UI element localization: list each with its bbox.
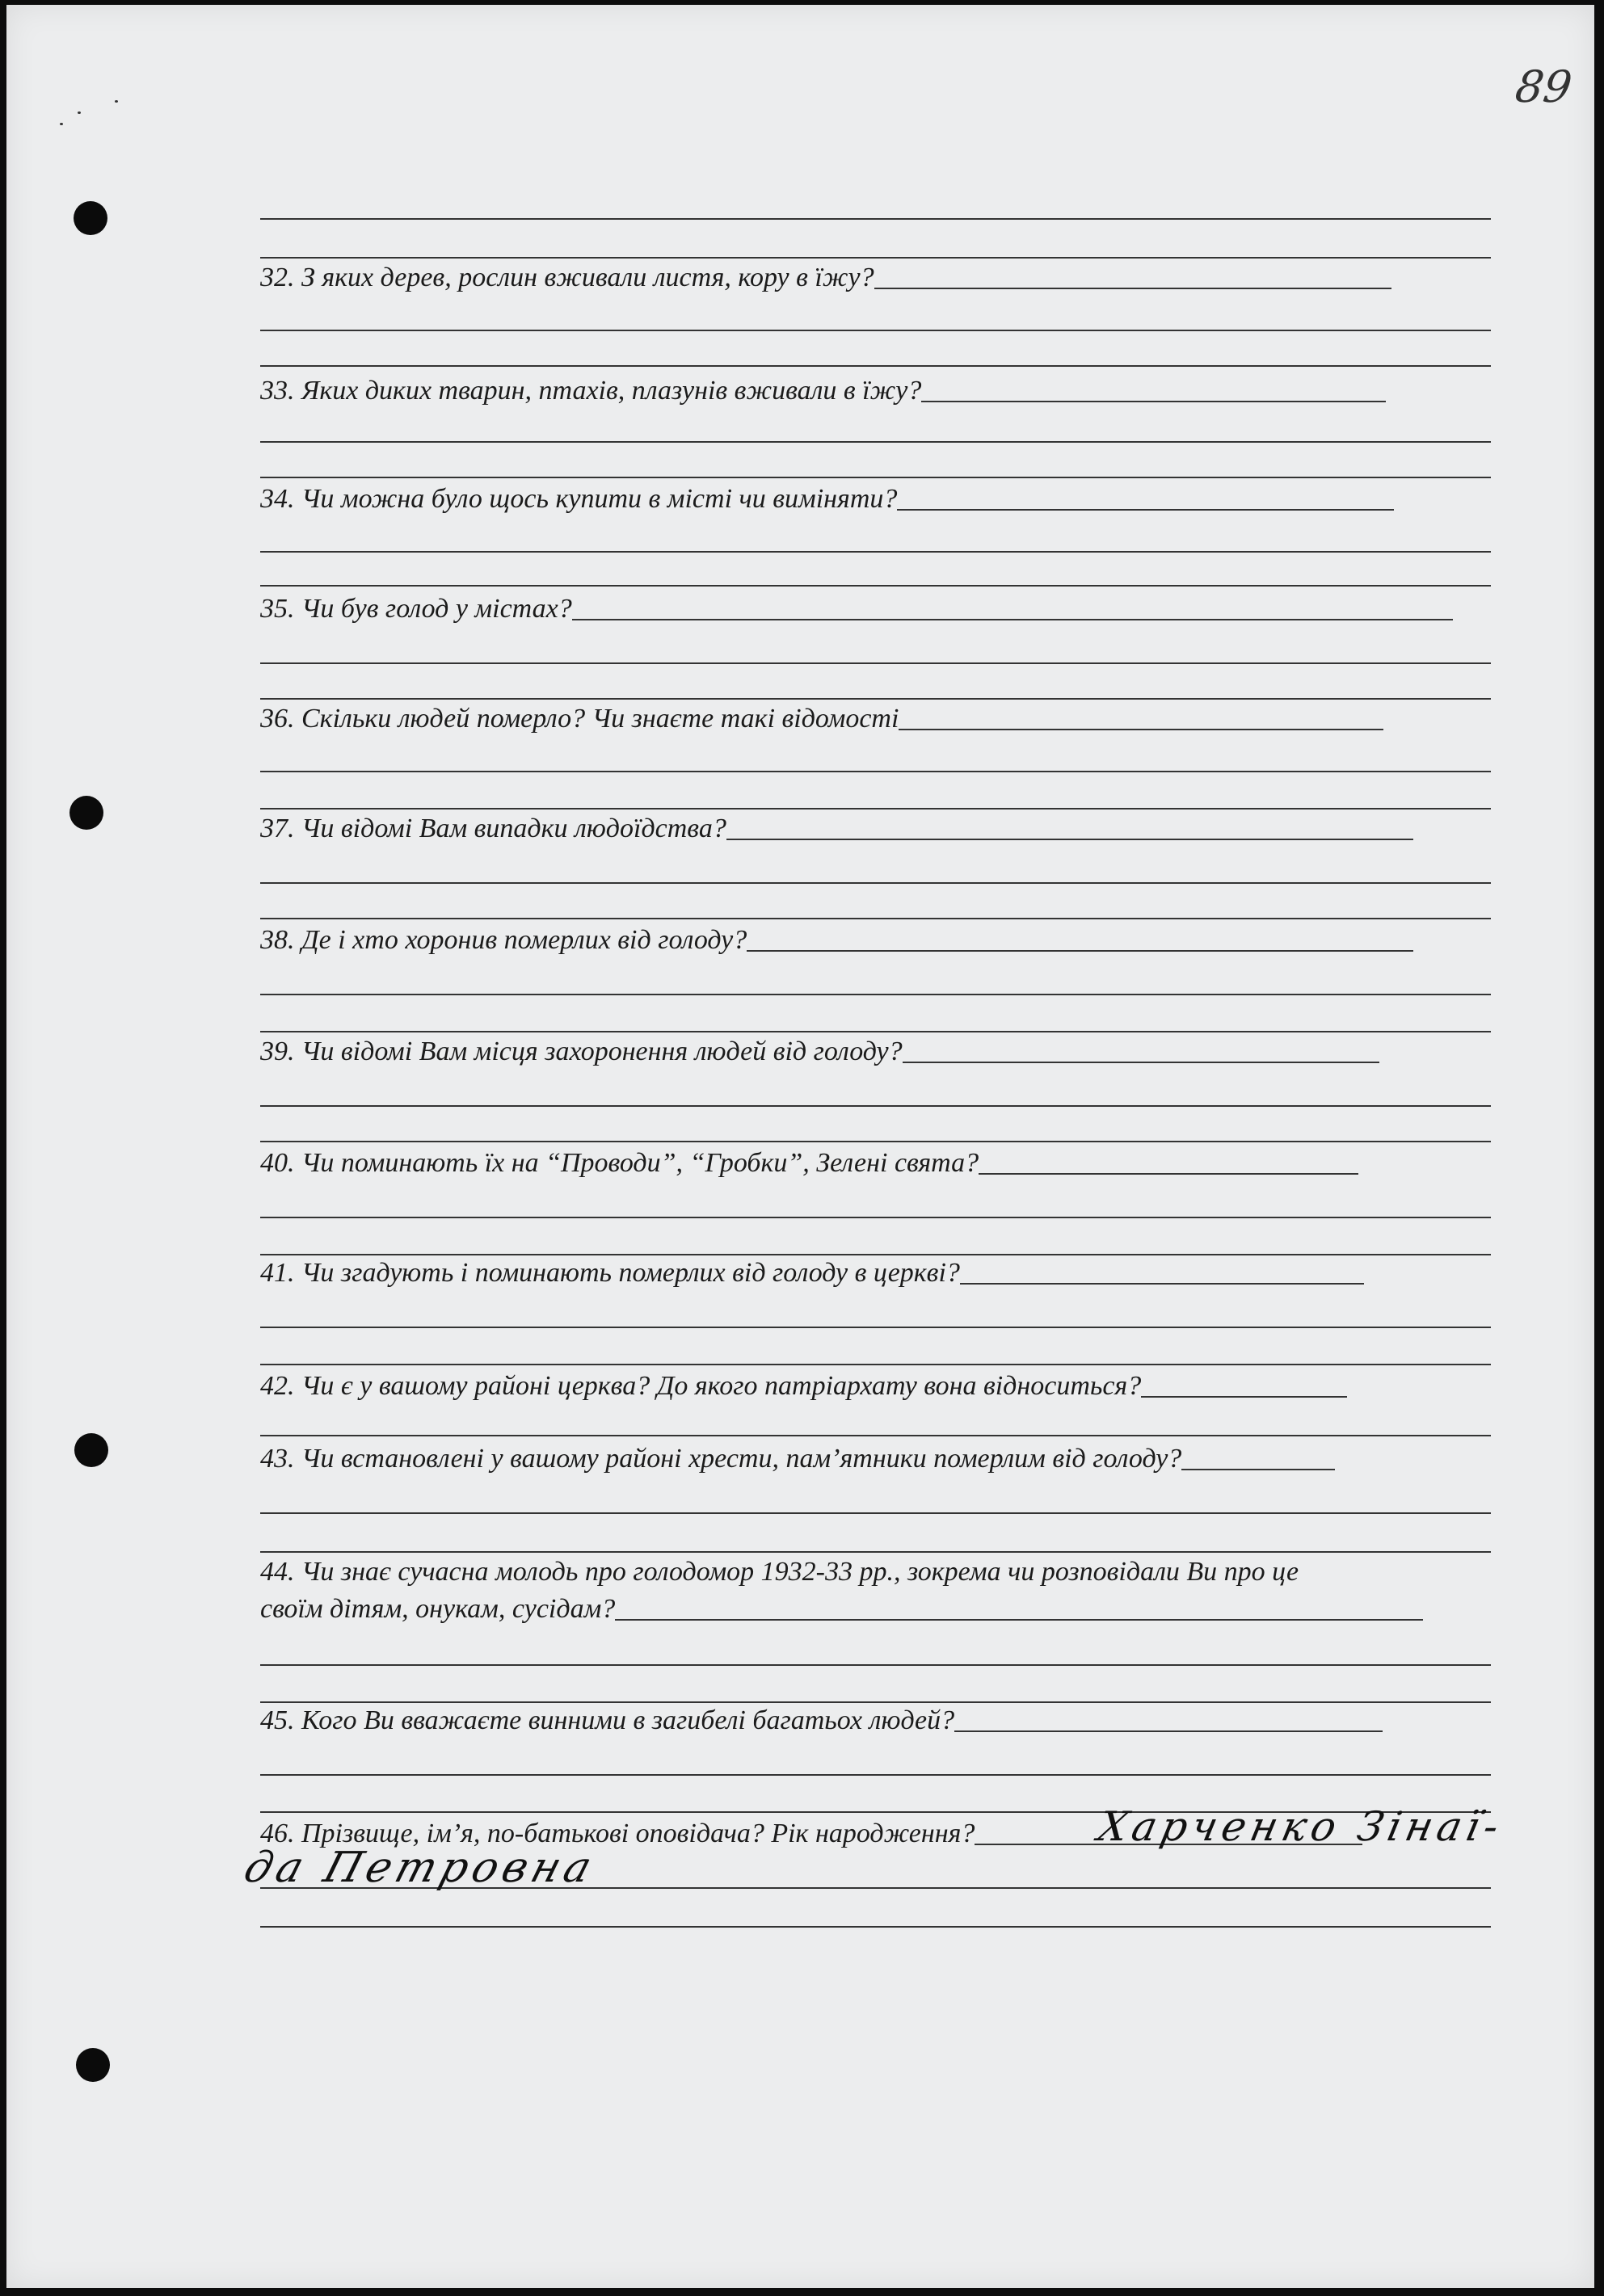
- answer-line: [260, 1664, 1491, 1666]
- answer-line: [260, 662, 1491, 664]
- question-number: 40.: [260, 1148, 295, 1178]
- question-number: 46.: [260, 1819, 295, 1848]
- answer-line: [260, 1551, 1491, 1553]
- question-text: Чи поминають їх на “Проводи”, “Гробки”, Зелені свята?: [301, 1148, 979, 1178]
- punch-hole-3: [74, 1433, 108, 1467]
- answer-line: [260, 365, 1491, 367]
- question-text: Де і хто хоронив померлих від голоду?: [301, 925, 747, 955]
- answer-field[interactable]: [572, 619, 1453, 620]
- answer-field[interactable]: [1141, 1396, 1347, 1398]
- dust-speck: [115, 100, 118, 103]
- question-number: 38.: [260, 925, 295, 955]
- answer-line: [260, 771, 1491, 772]
- question-number: 41.: [260, 1258, 295, 1288]
- answer-field[interactable]: [979, 1173, 1358, 1175]
- answer-line: [260, 1254, 1491, 1255]
- answer-line: [260, 994, 1491, 995]
- question-text: Чи встановлені у вашому районі хрести, пам’ятники померлим від голоду?: [301, 1444, 1182, 1474]
- question-text: Чи є у вашому районі церква? До якого патріархату вона відноситься?: [301, 1371, 1142, 1401]
- question-text: Кого Ви вважаєте винними в загибелі багатьох людей?: [301, 1705, 955, 1735]
- question-33: [260, 375, 1386, 407]
- answer-field[interactable]: [615, 1619, 1423, 1621]
- question-32: [260, 262, 1391, 294]
- answer-line: [260, 1327, 1491, 1328]
- question-number: 35.: [260, 594, 295, 624]
- answer-line: [260, 882, 1491, 884]
- question-number: 34.: [260, 484, 295, 514]
- dust-speck: [78, 111, 81, 114]
- answer-line: [260, 1217, 1491, 1218]
- question-number: 39.: [260, 1037, 295, 1066]
- answer-line: [260, 257, 1491, 259]
- question-43: [260, 1443, 1335, 1475]
- question-text: Чи був голод у містах?: [301, 594, 572, 624]
- dust-speck: [60, 123, 63, 125]
- question-number: 44.: [260, 1557, 295, 1587]
- answer-line: [260, 551, 1491, 553]
- answer-line: [260, 1105, 1491, 1107]
- answer-field[interactable]: [899, 729, 1383, 730]
- question-text: Скільки людей померло? Чи знаєте такі відомості: [301, 704, 899, 734]
- question-number: 45.: [260, 1705, 295, 1735]
- answer-line: [260, 1701, 1491, 1703]
- answer-field[interactable]: [921, 401, 1386, 402]
- question-44-continued: [260, 1593, 1423, 1625]
- question-37: [260, 813, 1413, 845]
- answer-field[interactable]: [960, 1283, 1364, 1285]
- answer-field[interactable]: [726, 839, 1413, 840]
- answer-line: [260, 1435, 1491, 1436]
- question-text: З яких дерев, рослин вживали листя, кору в їжу?: [301, 263, 874, 292]
- question-45: [260, 1705, 1383, 1737]
- question-38: [260, 924, 1413, 957]
- question-text: Чи згадують і поминають померлих від голоду в церкві?: [301, 1258, 960, 1288]
- question-number: 32.: [260, 263, 295, 292]
- question-number: 37.: [260, 814, 295, 843]
- answer-field[interactable]: [874, 288, 1391, 289]
- question-36: [260, 703, 1383, 735]
- question-number: 33.: [260, 376, 295, 406]
- answer-line: [260, 585, 1491, 587]
- question-text: своїм дітям, онукам, сусідам?: [260, 1594, 616, 1624]
- answer-field[interactable]: [954, 1730, 1383, 1732]
- handwritten-answer-line-1: Харченко Зінаї-: [1093, 1803, 1508, 1850]
- question-42: [260, 1370, 1347, 1402]
- answer-line: [260, 1512, 1491, 1514]
- answer-line: [260, 1774, 1491, 1776]
- questionnaire-page: [6, 5, 1594, 2288]
- answer-line: [260, 1031, 1491, 1032]
- answer-line: [260, 441, 1491, 443]
- question-number: 42.: [260, 1371, 295, 1401]
- question-text: Чи можна було щось купити в місті чи виміняти?: [301, 484, 898, 514]
- answer-line: [260, 218, 1491, 220]
- question-text: Прізвище, ім’я, по-батькові оповідача? Рік народження?: [301, 1819, 975, 1848]
- question-text: Чи відомі Вам місця захоронення людей від голоду?: [301, 1037, 903, 1066]
- question-text: Чи відомі Вам випадки людоїдства?: [301, 814, 726, 843]
- question-35: [260, 593, 1453, 625]
- answer-line: [260, 918, 1491, 919]
- answer-line: [260, 1364, 1491, 1365]
- answer-line: [260, 1141, 1491, 1142]
- punch-hole-2: [69, 796, 103, 830]
- answer-field[interactable]: [897, 509, 1394, 511]
- question-39: [260, 1036, 1379, 1068]
- question-44: [260, 1556, 1299, 1588]
- answer-line: [260, 477, 1491, 478]
- punch-hole-4: [76, 2048, 110, 2082]
- answer-field[interactable]: [747, 950, 1413, 952]
- question-number: 43.: [260, 1444, 295, 1474]
- answer-field[interactable]: [1181, 1469, 1335, 1470]
- question-40: [260, 1147, 1358, 1180]
- question-41: [260, 1257, 1364, 1289]
- answer-line: [260, 330, 1491, 331]
- question-34: [260, 483, 1394, 515]
- handwritten-answer-line-2: да Петровна: [238, 1844, 602, 1892]
- punch-hole-1: [74, 201, 107, 235]
- answer-line: [260, 1926, 1491, 1928]
- question-number: 36.: [260, 704, 295, 734]
- answer-line: [260, 698, 1491, 700]
- question-text: Яких диких тварин, птахів, плазунів вживали в їжу?: [301, 376, 922, 406]
- page-number: 89: [1512, 61, 1576, 112]
- answer-line: [260, 808, 1491, 809]
- answer-field[interactable]: [903, 1062, 1379, 1063]
- question-text: Чи знає сучасна молодь про голодомор 1932-33 рр., зокрема чи розповідали Ви про це: [301, 1557, 1299, 1587]
